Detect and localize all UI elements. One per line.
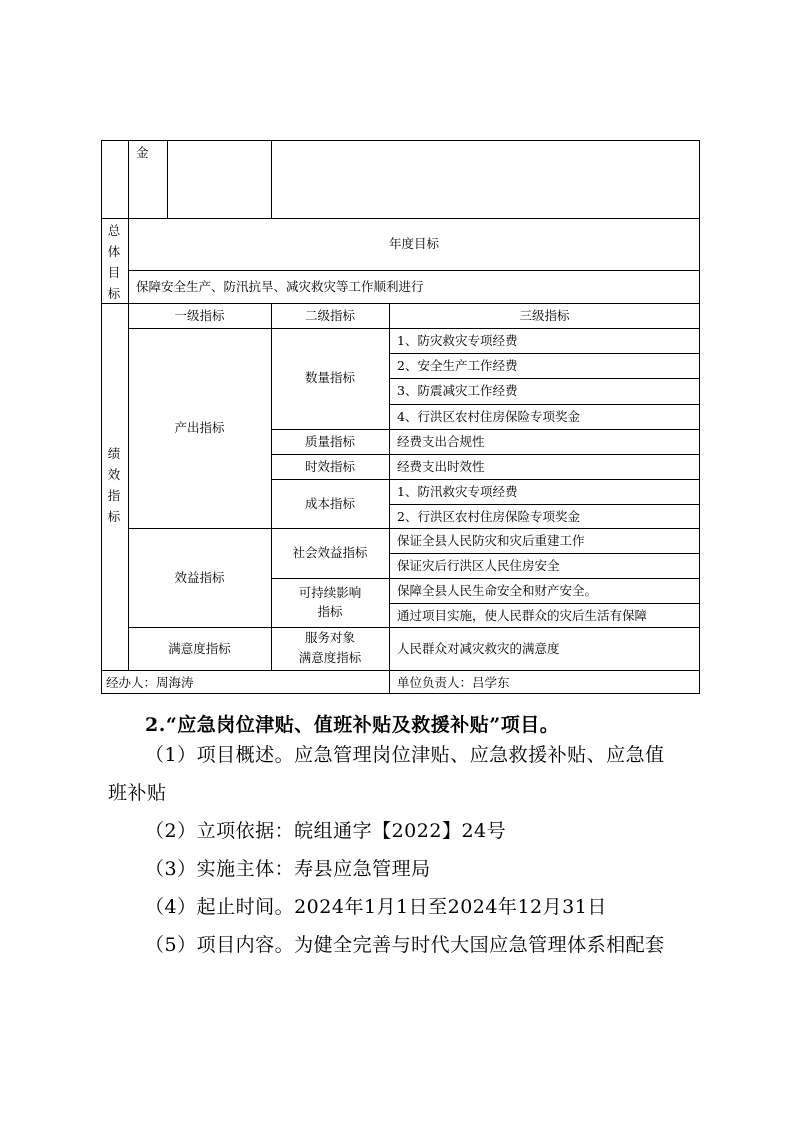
table-line: [389, 553, 700, 554]
level2-header: 二级指标: [304, 308, 355, 323]
social-item: 保证全县人民防灾和灾后重建工作: [397, 533, 585, 548]
table-line: [101, 218, 700, 219]
table-line: [271, 578, 700, 579]
table-line: [271, 140, 272, 218]
level3-header: 三级指标: [519, 308, 570, 323]
table-line: [389, 504, 700, 505]
sustainable-indicator: 指标: [317, 604, 343, 619]
table-line: [128, 218, 129, 670]
paragraph: 班补贴: [108, 782, 167, 804]
table-line: [271, 429, 700, 430]
table-line: [101, 140, 700, 141]
section-heading: 2.“应急岗位津贴、值班补贴及救援补贴”项目。: [145, 714, 560, 736]
table-line: [389, 670, 390, 693]
satisfaction-item: 人民群众对减灾救灾的满意度: [397, 641, 560, 656]
service-satisfaction-indicator: 服务对象: [304, 630, 355, 645]
table-line: [167, 140, 168, 218]
quantity-item: 4、行洪区农村住房保险专项奖金: [397, 409, 580, 424]
table-line: [128, 627, 700, 628]
output-indicator: 产出指标: [174, 420, 225, 435]
sustain-item: 通过项目实施，使人民群众的灾后生活有保障: [397, 608, 648, 623]
table-line: [389, 378, 700, 379]
unit-head: 单位负责人：吕学东: [397, 675, 510, 690]
table-line: [101, 693, 700, 694]
benefit-indicator: 效益指标: [174, 570, 225, 585]
fund-label: 金: [136, 145, 149, 160]
table-line: [128, 140, 129, 218]
satisfaction-indicator: 满意度指标: [168, 641, 231, 656]
paragraph: （3）实施主体：寿县应急管理局: [145, 858, 431, 880]
cost-item: 1、防汛救灾专项经费: [397, 484, 518, 499]
table-line: [389, 353, 700, 354]
annual-goal-text: 保障安全生产、防汛抗旱、减灾救灾等工作顺利进行: [136, 279, 424, 294]
quantity-indicator: 数量指标: [304, 370, 355, 385]
handler: 经办人：周海涛: [106, 675, 194, 690]
quality-indicator: 质量指标: [304, 434, 355, 449]
table-line: [389, 603, 700, 604]
cost-indicator: 成本指标: [304, 496, 355, 511]
table-border-right: [699, 140, 700, 693]
cost-item: 2、行洪区农村住房保险专项奖金: [397, 509, 580, 524]
paragraph: （2）立项依据：皖组通字【2022】24号: [145, 820, 507, 842]
table-line: [271, 454, 700, 455]
time-item: 经费支出时效性: [397, 459, 485, 474]
paragraph: （5）项目内容。为健全完善与时代大国应急管理体系相配套: [145, 934, 665, 956]
table-line: [271, 479, 700, 480]
table-line: [128, 328, 700, 329]
overall-goal-label: 总体目标: [107, 223, 121, 301]
paragraph: （4）起止时间。2024年1月1日至2024年12月31日: [145, 896, 607, 918]
sustain-item: 保障全县人民生命安全和财产安全。: [397, 583, 598, 598]
quantity-item: 2、安全生产工作经费: [397, 358, 518, 373]
table-line: [101, 303, 700, 304]
time-indicator: 时效指标: [304, 459, 355, 474]
quantity-item: 1、防灾救灾专项经费: [397, 333, 518, 348]
table-line: [389, 404, 700, 405]
paragraph: （1）项目概述。应急管理岗位津贴、应急救援补贴、应急值: [145, 744, 665, 766]
table-line: [389, 303, 390, 670]
service-satisfaction-indicator: 满意度指标: [298, 650, 362, 665]
table-line: [101, 670, 700, 671]
table-line: [128, 270, 700, 271]
sustainable-indicator: 可持续影响: [298, 585, 362, 600]
level1-header: 一级指标: [174, 308, 225, 323]
social-item: 保证灾后行洪区人民住房安全: [397, 558, 560, 573]
quality-item: 经费支出合规性: [397, 434, 485, 449]
social-benefit-indicator: 社会效益指标: [292, 545, 368, 560]
performance-label: 绩效指标: [107, 446, 121, 524]
annual-goal-header: 年度目标: [388, 236, 439, 251]
quantity-item: 3、防震减灾工作经费: [397, 383, 518, 398]
table-line: [128, 528, 700, 529]
table-border-left: [101, 140, 102, 693]
